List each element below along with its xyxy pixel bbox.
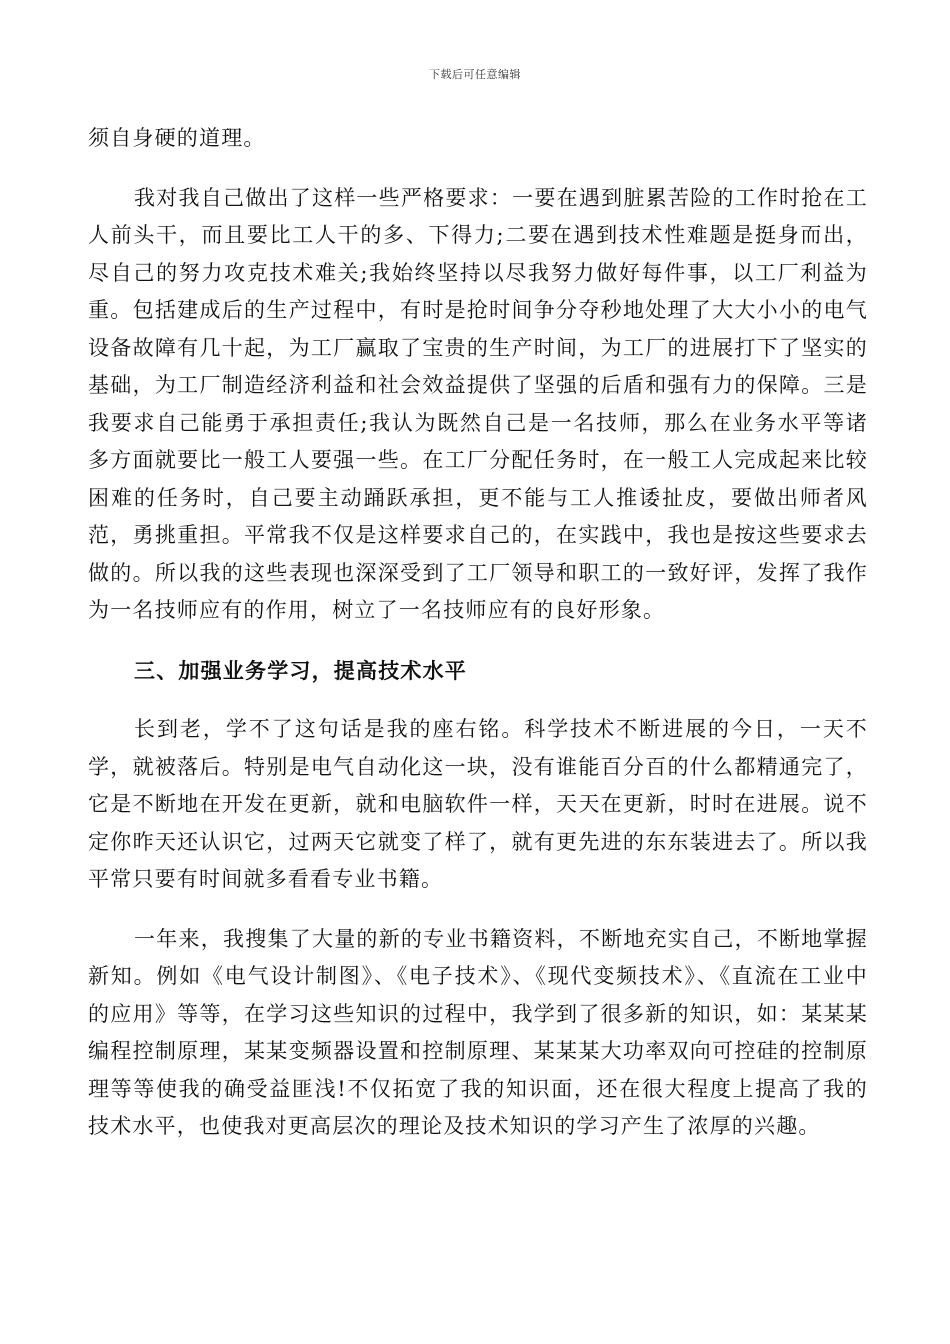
paragraph-books: 一年来，我搜集了大量的新的专业书籍资料，不断地充实自己，不断地掌握新知。例如《电气设计制图》、《电子技术》、《现代变频技术》、《直流在工业中的应用》等等，在学习这些知识的过程中，我学到了很多新的知识，如：某某某编程控制原理，某某变频器设置和控制原理、某某某大功率双向可控硅的控制原理等等使我的确受益匪浅!不仅拓宽了我的知识面，还在很大程度上提高了我的技术水平，也使我对更高层次的理论及技术知识的学习产生了浓厚的兴趣。 — [88, 926, 868, 1138]
paragraph-learning: 长到老，学不了这句话是我的座右铭。科学技术不断进展的今日，一天不学，就被落后。特别是电气自动化这一块，没有谁能百分百的什么都精通完了，它是不断地在开发在更新，就和电脑软件一样，天天在更新，时时在进展。说不定你昨天还认识它，过两天它就变了样了，就有更先进的东东装进去了。所以我平常只要有时间就多看看专业书籍。 — [88, 717, 868, 891]
paragraph-gap — [88, 899, 868, 921]
paragraph-gap — [88, 689, 868, 711]
paragraph-continuation: 须自身硬的道理。 — [88, 126, 266, 150]
page-header: 下载后可任意编辑 — [429, 68, 521, 81]
paragraph-gap — [88, 158, 868, 180]
paragraph-requirements: 我对我自己做出了这样一些严格要求：一要在遇到脏累苦险的工作时抢在工人前头干，而且要比工人干的多、下得力;二要在遇到技术性难题是挺身而出，尽自己的努力攻克技术难关;我始终坚持以尽我努力做好每件事，以工厂利益为重。包括建成后的生产过程中，有时是抢时间争分夺秒地处理了大大小小的电气设备故障有几十起，为工厂赢取了宝贵的生产时间，为工厂的进展打下了坚实的基础，为工厂制造经济利益和社会效益提供了坚强的后盾和强有力的保障。三是我要求自己能勇于承担责任;我认为既然自己是一名技师，那么在业务水平等诸多方面就要比一般工人要强一些。在工厂分配任务时，在一般工人完成起来比较困难的任务时，自己要主动踊跃承担，更不能与工人推诿扯皮，要做出师者风范，勇挑重担。平常我不仅是这样要求自己的，在实践中，我也是按这些要求去做的。所以我的这些表现也深深受到了工厂领导和职工的一致好评，发挥了我作为一名技师应有的作用，树立了一名技师应有的良好形象。 — [88, 185, 868, 622]
document-body — [88, 120, 868, 1146]
section-heading: 三、加强业务学习，提高技术水平 — [134, 657, 467, 683]
paragraph-gap — [88, 630, 868, 652]
